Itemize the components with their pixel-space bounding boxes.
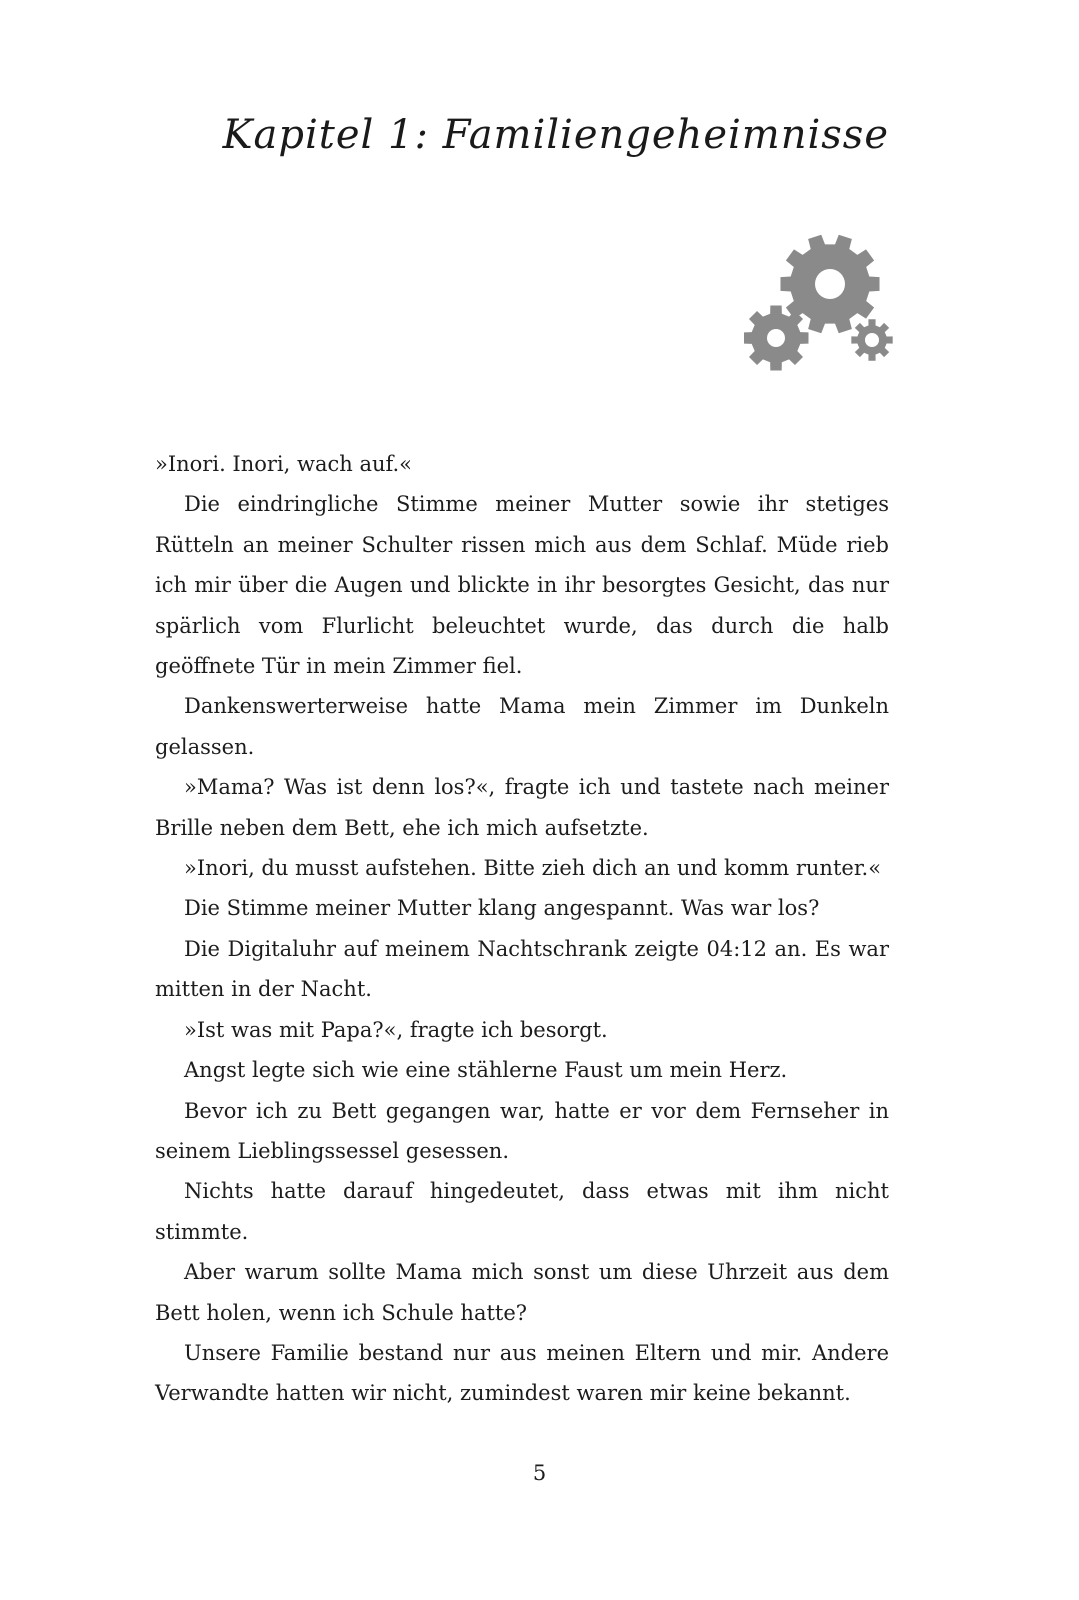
three-gears-icon (744, 232, 894, 377)
paragraph: »Mama? Was ist denn los?«, fragte ich und tastete nach meiner Brille neben dem Bett, ehe ich mich aufsetzte. (155, 775, 889, 840)
gears-group (744, 235, 893, 371)
paragraph: »Ist was mit Papa?«, fragte ich besorgt. (184, 1017, 608, 1042)
paragraph: Die Digitaluhr auf meinem Nachtschrank zeigte 04:12 an. Es war mitten in der Nacht. (155, 936, 889, 1002)
paragraph: Dankenswerterweise hatte Mama mein Zimmer im Dunkeln gelassen. (155, 694, 889, 759)
paragraph: Angst legte sich wie eine stählerne Faust um mein Herz. (184, 1058, 788, 1083)
left-gear-icon (744, 305, 809, 370)
chapter-body (155, 444, 889, 1414)
paragraph: Die Stimme meiner Mutter klang angespannt. Was war los? (184, 896, 820, 921)
small-gear-icon (851, 319, 892, 360)
paragraph: »Inori, du musst aufstehen. Bitte zieh dich an und komm runter.« (184, 856, 882, 881)
paragraph: »Inori. Inori, wach auf.« (155, 452, 413, 476)
paragraph: Die eindringliche Stimme meiner Mutter sowie ihr stetiges Rütteln an meiner Schulter rissen mich aus dem Schlaf. Müde rieb ich mir über die Augen und blickte in ihr besorgtes Gesicht, das nur spärlich vom Flurlicht beleuchtet wurde, das durch die halb geöffnete Tür in mein Zimmer fiel. (155, 492, 889, 679)
page-number: 5 (532, 1461, 547, 1485)
paragraph: Bevor ich zu Bett gegangen war, hatte er vor dem Fernseher in seinem Lieblingssessel gesessen. (155, 1098, 889, 1163)
paragraph: Unsere Familie bestand nur aus meinen Eltern und mir. Andere Verwandte hatten wir nicht, zumindest waren mir keine bekannt. (155, 1340, 889, 1406)
paragraph: Aber warum sollte Mama mich sonst um diese Uhrzeit aus dem Bett holen, wenn ich Schule hatte? (155, 1260, 889, 1325)
paragraph: Nichts hatte darauf hingedeutet, dass etwas mit ihm nicht stimmte. (155, 1179, 889, 1244)
chapter-title: Kapitel 1: Familiengeheimnisse (222, 112, 889, 158)
